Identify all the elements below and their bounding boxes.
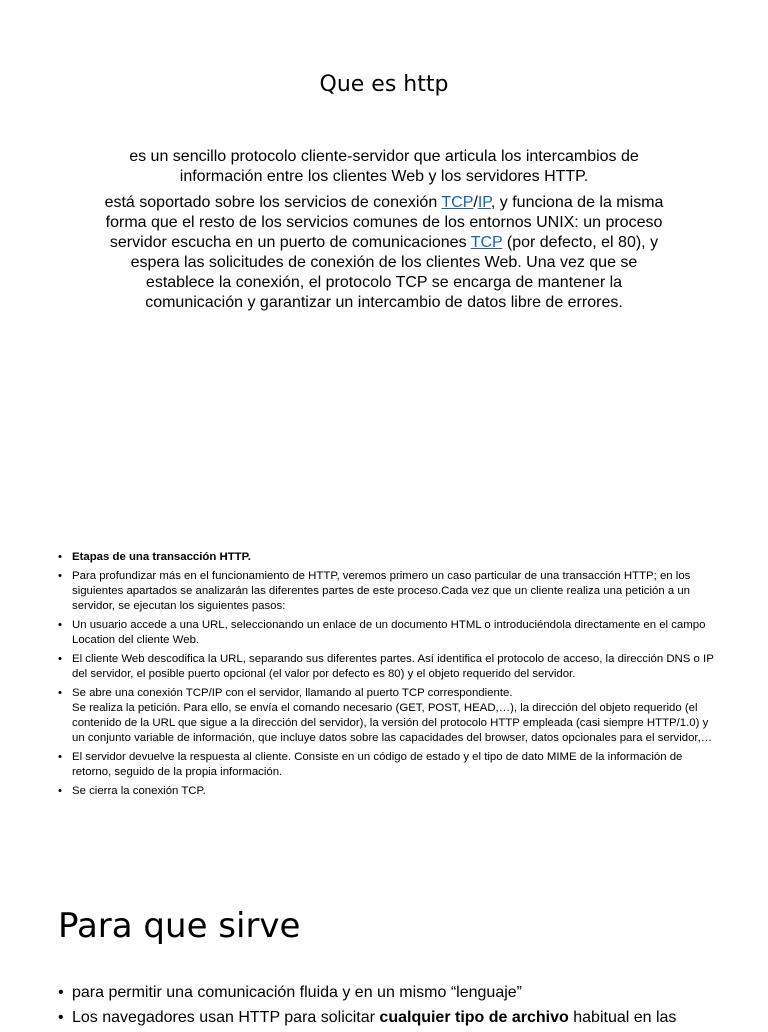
- list-item: [58, 1007, 698, 1028]
- bullet: •: [58, 653, 62, 665]
- section-title: Para que sirve: [58, 906, 301, 946]
- intro-text-1: está soportado sobre los servicios de conexión: [104, 194, 442, 211]
- intro-section: [100, 147, 668, 319]
- list-item-text: El cliente Web descodifica la URL, separando sus diferentes partes. Así identifica el protocolo de acceso, la dirección DNS o IP del servidor, el posible puerto opcional (el valor por defecto es 80) y el objeto requerido del servidor.: [72, 653, 714, 680]
- steps-heading: Etapas de una transacción HTTP.: [72, 551, 251, 563]
- list-item-text: Se abre una conexión TCP/IP con el servidor, llamando al puerto TCP correspondiente.: [72, 687, 513, 699]
- tcp-link[interactable]: TCP: [441, 194, 474, 211]
- bullet: •: [58, 984, 64, 1001]
- intro-paragraph-2: [100, 193, 668, 313]
- list-item: [58, 750, 714, 780]
- list-item: [58, 618, 714, 648]
- list-item-text: Un usuario accede a una URL, seleccionando un enlace de un documento HTML o introduciéndola directamente en el campo Location del cliente Web.: [72, 619, 706, 646]
- page-title: Que es http: [319, 72, 449, 97]
- list-item-text: Para profundizar más en el funcionamiento de HTTP, veremos primero un caso particular de una transacción HTTP; en los siguientes apartados se analizarán las diferentes partes de este proceso.Cada vez que un cliente realiza una petición a un servidor, se ejecutan los siguientes pasos:: [72, 570, 691, 612]
- list-item: [58, 569, 714, 614]
- tcp-link-2[interactable]: TCP: [470, 234, 503, 251]
- slash-text: /: [473, 194, 478, 211]
- bullet: •: [58, 551, 62, 563]
- intro-text-2: , y funciona de la misma forma que el resto de los servicios comunes de los entornos UNIX: un proceso servidor escucha en un puerto de comunicaciones: [105, 194, 664, 251]
- intro-paragraph-1: es un sencillo protocolo cliente-servidor que articula los intercambios de información entre los clientes Web y los servidores HTTP.: [129, 148, 639, 185]
- list-item-text: Los navegadores usan HTTP para solicitar: [72, 1009, 380, 1026]
- bullet: •: [58, 619, 62, 631]
- bullet: •: [58, 570, 62, 582]
- list-item-text: Se realiza la petición. Para ello, se envía el comando necesario (GET, POST, HEAD,…), la dirección del objeto requerido (el contenido de la URL que sigue a la dirección del servidor), la versión del protocolo HTTP empleada (casi siempre HTTP/1.0) y un conjunto variable de información, que incluye datos sobre las capacidades del browser, datos opcionales para el servidor,…: [72, 702, 713, 744]
- list-item-text: El servidor devuelve la respuesta al cliente. Consiste en un código de estado y el tipo de dato MIME de la información de retorno, seguido de la propia información.: [72, 751, 683, 778]
- list-item-text: habitual en las: [568, 1009, 677, 1026]
- bullet: •: [58, 687, 62, 699]
- bullet: •: [58, 1009, 64, 1026]
- bold-text: cualquier tipo de archivo: [379, 1009, 569, 1026]
- list-item-text: para permitir una comunicación fluida y en un mismo “lenguaje”: [72, 984, 522, 1001]
- ip-link[interactable]: IP: [477, 194, 491, 211]
- list-item: [58, 982, 698, 1003]
- list-item: [58, 686, 714, 746]
- list-item-heading: [58, 550, 714, 565]
- list-item: [58, 652, 714, 682]
- bullet: •: [58, 785, 62, 797]
- transaction-steps-list: [58, 550, 714, 803]
- list-item: [58, 784, 714, 799]
- intro-text-3: (por defecto, el 80), y espera las solicitudes de conexión de los clientes Web. Una vez que se establece la conexión, el protocolo TCP se encarga de mantener la comunicación y garantizar un intercambio de datos libre de errores.: [130, 234, 659, 311]
- uses-list: [58, 982, 698, 1032]
- list-item-text: Se cierra la conexión TCP.: [72, 785, 206, 797]
- bullet: •: [58, 751, 62, 763]
